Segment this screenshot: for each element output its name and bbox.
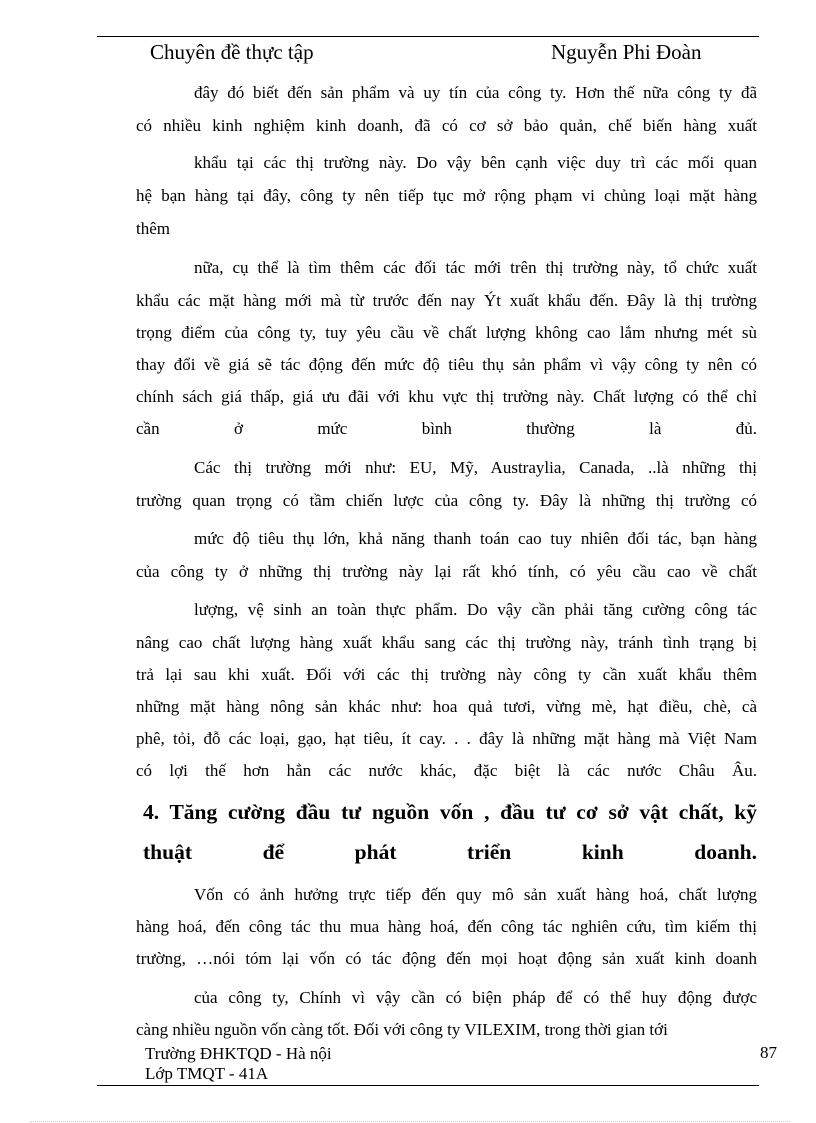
body-line: trường quan trọng có tầm chiến lược của công ty. Đây là những thị trường có: [136, 491, 757, 510]
body-line: hệ bạn hàng tại đây, công ty nên tiếp tục mở rộng phạm vi chủng loại mặt hàng: [136, 186, 757, 205]
body-line: thay đổi về giá sẽ tác động đến mức độ tiêu thụ sản phẩm vì vậy công ty nên có: [136, 355, 757, 374]
body-line: Các thị trường mới như: EU, Mỹ, Austraylia, Canada, ..là những thị: [194, 458, 757, 477]
page-edge-divider: [30, 1121, 790, 1122]
header-rule: [97, 36, 759, 37]
footer-school: Trường ĐHKTQD - Hà nội: [145, 1044, 332, 1063]
body-line: có lợi thế hơn hẳn các nước khác, đặc biệt là các nước Châu Âu.: [136, 761, 757, 780]
body-line: chính sách giá thấp, giá ưu đãi với khu vực thị trường này. Chất lượng có thể chỉ: [136, 387, 757, 406]
body-line: trường, …nói tóm lại vốn có tác động đến mọi hoạt động sản xuất kinh doanh: [136, 949, 757, 968]
body-line: hàng hoá, đến công tác thu mua hàng hoá, đến công tác nghiên cứu, tìm kiếm thị: [136, 917, 757, 936]
body-line: càng nhiều nguồn vốn càng tốt. Đối với công ty VILEXIM, trong thời gian tới: [136, 1020, 668, 1039]
body-line: lượng, vệ sinh an toàn thực phẩm. Do vậy cần phải tăng cường công tác: [194, 600, 757, 619]
section-heading: 4. Tăng cường đầu tư nguồn vốn , đầu tư cơ sở vật chất, kỹ: [143, 800, 757, 824]
body-line: thêm: [136, 219, 170, 238]
body-line: nâng cao chất lượng hàng xuất khẩu sang các thị trường này, tránh tình trạng bị: [136, 633, 757, 652]
body-line: của công ty, Chính vì vậy cần có biện pháp để có thể huy động được: [194, 988, 757, 1007]
body-line: khẩu các mặt hàng mới mà từ trước đến nay Ýt xuất khẩu đến. Đây là thị trường: [136, 291, 757, 310]
header-author: Nguyễn Phi Đoàn: [551, 40, 702, 64]
body-line: cần ở mức bình thường là đủ.: [136, 419, 757, 438]
body-line: của công ty ở những thị trường này lại rất khó tính, có yêu cầu cao về chất: [136, 562, 757, 581]
body-line: trọng điểm của công ty, tuy yêu cầu về chất lượng không cao lắm nhưng mét sù: [136, 323, 757, 342]
footer-class: Lớp TMQT - 41A: [145, 1064, 269, 1083]
body-line: phê, tỏi, đỗ các loại, gạo, hạt tiêu, ít cay. . . đây là những mặt hàng mà Việt Nam: [136, 729, 757, 748]
section-heading: thuật để phát triển kinh doanh.: [143, 840, 757, 864]
body-line: khẩu tại các thị trường này. Do vậy bên cạnh việc duy trì các mối quan: [194, 153, 757, 172]
body-line: trả lại sau khi xuất. Đối với các thị trường này công ty cần xuất khẩu thêm: [136, 665, 757, 684]
body-line: những mặt hàng nông sản khác như: hoa quả tươi, vừng mè, hạt điều, chè, cà: [136, 697, 757, 716]
body-line: nữa, cụ thể là tìm thêm các đối tác mới trên thị trường này, tổ chức xuất: [194, 258, 757, 277]
page-number: 87: [760, 1043, 777, 1062]
body-line: Vốn có ảnh hưởng trực tiếp đến quy mô sản xuất hàng hoá, chất lượng: [194, 885, 757, 904]
body-line: có nhiều kinh nghiệm kinh doanh, đã có cơ sở bảo quản, chế biến hàng xuất: [136, 116, 757, 135]
header-title: Chuyên đề thực tập: [150, 40, 314, 64]
footer-rule: [97, 1085, 759, 1086]
body-line: mức độ tiêu thụ lớn, khả năng thanh toán cao tuy nhiên đối tác, bạn hàng: [194, 529, 757, 548]
body-line: đây đó biết đến sản phẩm và uy tín của công ty. Hơn thế nữa công ty đã: [194, 83, 757, 102]
